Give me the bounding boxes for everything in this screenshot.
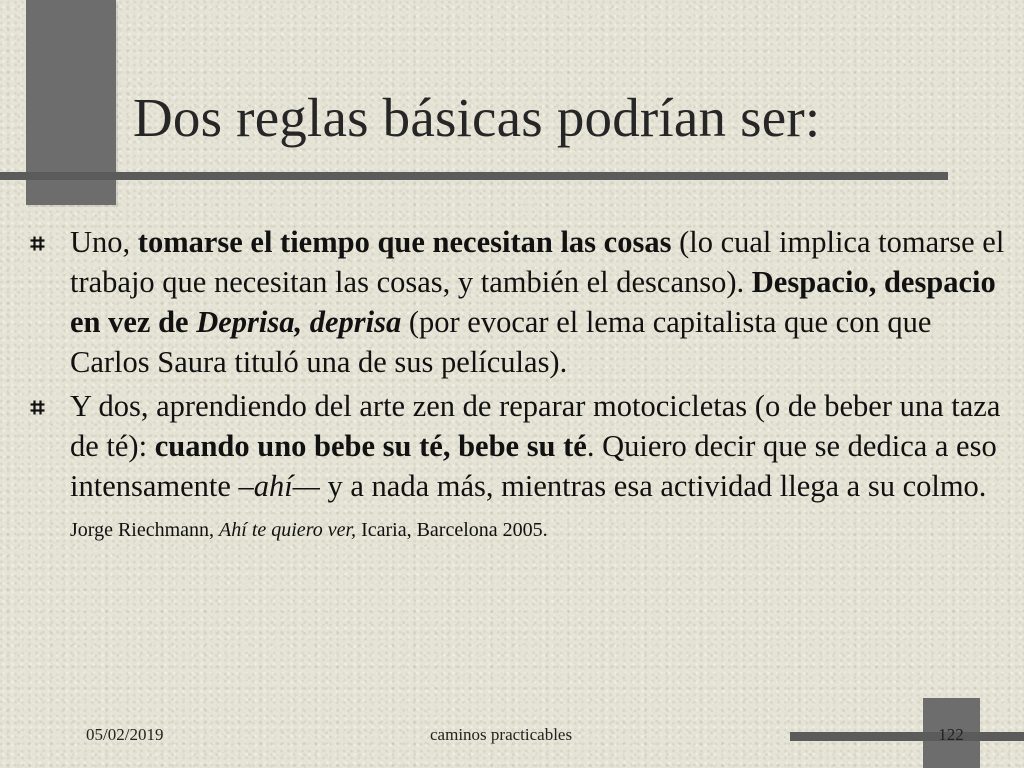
slide-title: Dos reglas básicas podrían ser:	[133, 87, 821, 148]
text-segment: Despacio, despacio en vez de	[70, 265, 996, 339]
text-segment: –ahí—	[238, 469, 320, 503]
footer-rule	[790, 732, 1024, 741]
text-segment: Ahí te quiero ver,	[219, 519, 357, 541]
text-segment: Jorge Riechmann,	[70, 519, 220, 541]
footer-title: caminos practicables	[430, 725, 573, 744]
bullet-list	[30, 222, 1005, 546]
title-underline-rule	[0, 172, 948, 180]
text-segment: Uno,	[70, 225, 138, 259]
text-segment: (por evocar el lema capitalista que con que Carlos Saura tituló una de sus películas).	[70, 305, 932, 379]
footer-date: 05/02/2019	[86, 725, 164, 744]
text-segment: . Quiero decir que se dedica a eso intensamente	[70, 429, 997, 503]
bullet-item	[30, 386, 1005, 546]
bullet-text	[70, 225, 1004, 379]
hash-bullet-icon	[30, 236, 45, 251]
text-segment: y a nada más, mientras esa actividad llega a su colmo.	[319, 469, 987, 503]
text-segment: Icaria, Barcelona 2005.	[356, 519, 548, 541]
text-segment: Y dos, aprendiendo del arte zen de reparar motocicletas (o de beber una taza de té):	[70, 389, 1001, 463]
hash-bullet-icon	[30, 400, 45, 415]
text-segment: (lo cual implica tomarse el trabajo que necesitan las cosas, y también el descanso).	[70, 225, 1005, 299]
page-number: 122	[938, 725, 964, 744]
bullet-text	[70, 389, 1000, 543]
bullet-item	[30, 222, 1005, 382]
text-segment: cuando uno bebe su té, bebe su té	[154, 429, 587, 463]
text-segment: Deprisa, deprisa	[196, 305, 402, 339]
text-segment: tomarse el tiempo que necesitan las cosas	[137, 225, 672, 259]
